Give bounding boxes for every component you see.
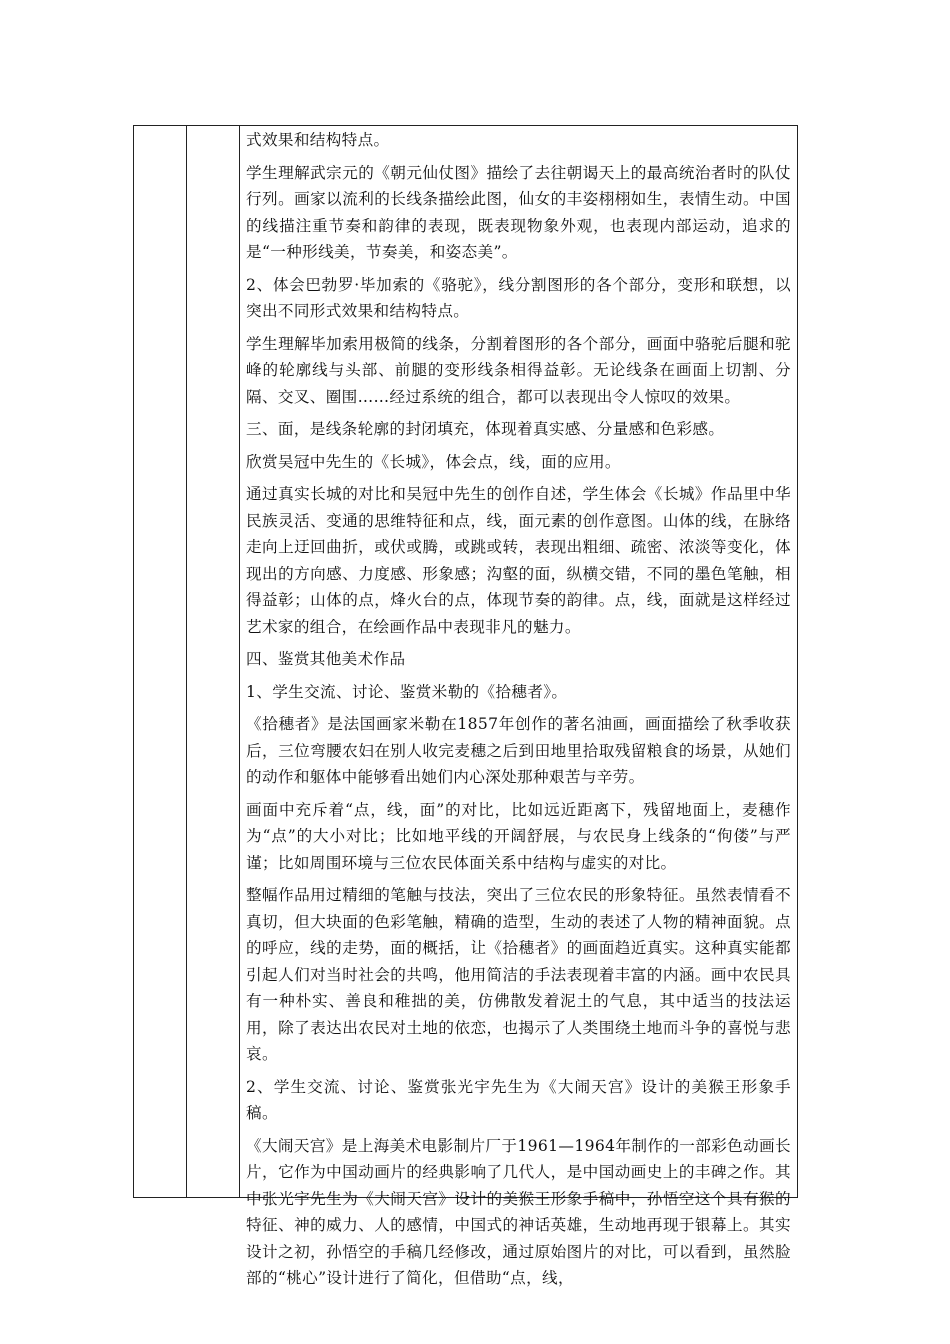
paragraph: 学生理解毕加索用极简的线条，分割着图形的各个部分，画面中骆驼后腿和驼峰的轮廓线与头部、前腿的变形线条相得益彰。无论线条在画面上切割、分隔、交叉、圈围……经过系统的组合，都可以表现出令人惊叹的效果。 [246,334,791,406]
paragraph: 欣赏吴冠中先生的《长城》，体会点，线，面的应用。 [246,452,621,471]
paragraph: 画面中充斥着“点，线，面”的对比，比如远近距离下，残留地面上，麦穗作为“点”的大小对比；比如地平线的开阔舒展，与农民身上线条的“佝偻”与严谨；比如周围环境与三位农民体面关系中结构与虚实的对比。 [246,800,791,872]
paragraph: 式效果和结构特点。 [246,131,390,149]
lesson-table [133,125,798,1287]
paragraph: 整幅作品用过精细的笔触与技法，突出了三位农民的形象特征。虽然表情看不真切，但大块面的色彩笔触，精确的造型，生动的表述了人物的精神面貌。点的呼应，线的走势，面的概括，让《拾穗者》的画面趋近真实。这种真实能都引起人们对当时社会的共鸣，他用简洁的手法表现着丰富的内涵。画中农民具有一种朴实、善良和稚拙的美，仿佛散发着泥土的气息，其中适当的技法运用，除了表达出农民对土地的依恋，也揭示了人类围绕土地而斗争的喜悦与悲哀。 [246,886,791,1063]
paragraph: 1、学生交流、讨论、鉴赏米勒的《拾穗者》。 [246,682,568,701]
paragraph: 2、学生交流、讨论、鉴赏张光宇先生为《大闹天宫》设计的美猴王形象手稿。 [246,1077,791,1122]
column-divider [186,126,187,1197]
paragraph: 三、面，是线条轮廓的封闭填充，体现着真实感、分量感和色彩感。 [246,420,725,438]
content-cell [240,126,797,1287]
paragraph: 2、体会巴勃罗·毕加索的《骆驼》，线分割图形的各个部分，变形和联想，以突出不同形式效果和结构特点。 [246,275,791,320]
paragraph: 《大闹天宫》是上海美术电影制片厂于1961—1964年制作的一部彩色动画长片，它作为中国动画片的经典影响了几代人，是中国动画史上的丰碑之作。其中张光宇先生为《大闹天宫》设计的美猴王形象手稿中，孙悟空这个具有猴的特征、神的威力、人的感情，中国式的神话英雄，生动地再现于银幕上。其实设计之初，孙悟空的手稿几经修改，通过原始图片的对比，可以看到，虽然脸部的“桃心”设计进行了简化，但借助“点，线， [246,1136,791,1287]
paragraph: 学生理解武宗元的《朝元仙仗图》描绘了去往朝谒天上的最高统治者时的队仗行列。画家以流利的长线条描绘此图，仙女的丰姿栩栩如生，表情生动。中国的线描注重节奏和韵律的表现，既表现物象外观，也表现内部运动，追求的是“一种形线美，节奏美，和姿态美”。 [246,163,791,261]
paragraph: 《拾穗者》是法国画家米勒在1857年创作的著名油画，画面描绘了秋季收获后，三位弯腰农妇在别人收完麦穗之后到田地里拾取残留粮食的场景，从她们的动作和躯体中能够看出她们内心深处那种艰苦与辛劳。 [246,715,791,786]
paragraph: 通过真实长城的对比和吴冠中先生的创作自述，学生体会《长城》作品里中华民族灵活、变通的思维特征和点，线，面元素的创作意图。山体的线，在脉络走向上迂回曲折，或伏或腾，或跳或转，表现出粗细、疏密、浓淡等变化，体现出的方向感、力度感、形象感；沟壑的面，纵横交错，不同的墨色笔触，相得益彰；山体的点，烽火台的点，体现节奏的韵律。点，线，面就是这样经过艺术家的组合，在绘画作品中表现非凡的魅力。 [246,485,791,636]
paragraph: 四、鉴赏其他美术作品 [246,650,406,668]
